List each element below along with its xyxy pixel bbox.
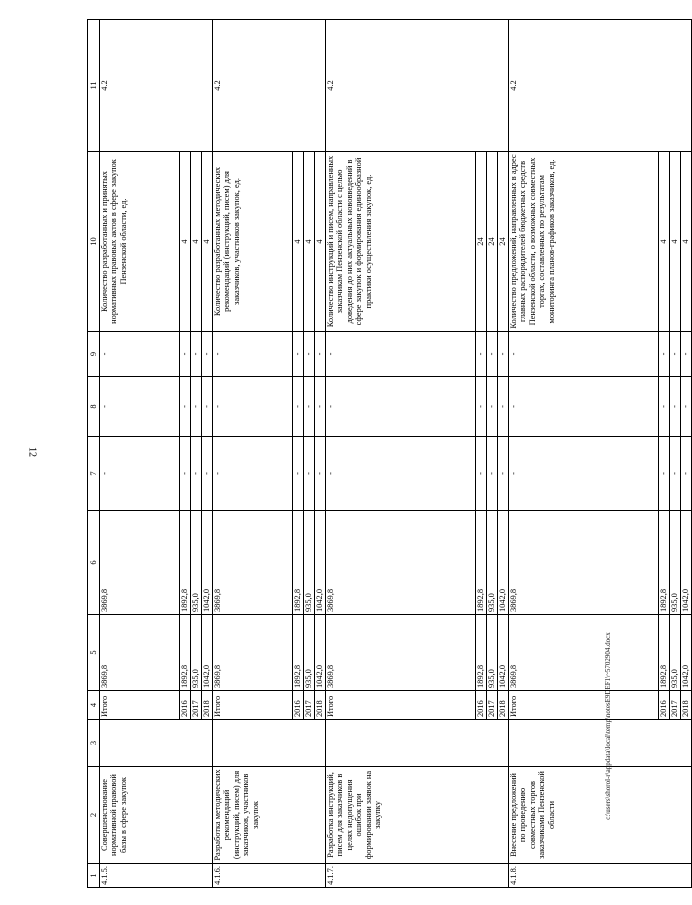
year-label: 2016 [659, 691, 670, 720]
dash-cell: - [670, 377, 681, 437]
dash-cell: - [659, 332, 670, 377]
dash-cell: - [487, 377, 498, 437]
dash-cell: - [180, 332, 191, 377]
itogo-label: Итого [509, 691, 659, 720]
year-value: 1892,8 [293, 615, 304, 691]
year-label: 2018 [315, 691, 326, 720]
dash-cell: - [304, 377, 315, 437]
dash-cell: - [509, 332, 659, 377]
year-label: 2018 [202, 691, 213, 720]
year-label: 2018 [681, 691, 692, 720]
dash-cell: - [498, 437, 509, 511]
dash-cell: - [659, 437, 670, 511]
column-number: 3 [88, 720, 100, 767]
dash-cell: - [326, 332, 476, 377]
row-code: 4.1.6. [213, 864, 326, 888]
dash-cell: - [180, 377, 191, 437]
section-ref: 4.2 [326, 20, 509, 152]
dash-cell: - [498, 377, 509, 437]
column-number: 5 [88, 615, 100, 691]
year-label: 2017 [487, 691, 498, 720]
column-number: 2 [88, 767, 100, 864]
dash-cell: - [100, 332, 180, 377]
itogo-label: Итого [326, 691, 476, 720]
indicator-value: 4 [293, 152, 304, 332]
dash-cell: - [498, 332, 509, 377]
indicator-text: Количество разработанных методических рекомендаций (инструкций, писем) для заказчиков, участников закупок, ед. [213, 152, 293, 332]
year-value: 935,0 [191, 615, 202, 691]
dash-cell: - [476, 332, 487, 377]
activity-name: Внесение предложений по проведению совместных торгов заказчиками Пензенской области [509, 767, 692, 864]
dash-cell: - [315, 332, 326, 377]
total-value-c6: 3869,8 [509, 511, 659, 615]
page-number: 12 [26, 447, 38, 457]
column-number: 8 [88, 377, 100, 437]
total-value-c6: 3869,8 [100, 511, 180, 615]
dash-cell: - [213, 332, 293, 377]
section-ref: 4.2 [100, 20, 213, 152]
column-number: 4 [88, 691, 100, 720]
dash-cell: - [293, 332, 304, 377]
dash-cell: - [509, 377, 659, 437]
activity-name: Разработка методических рекомендаций (инструкций, писем) для заказчиков, участников закупок [213, 767, 326, 864]
year-value-c6: 935,0 [487, 511, 498, 615]
indicator-value: 4 [670, 152, 681, 332]
column-number: 9 [88, 332, 100, 377]
indicator-value: 4 [659, 152, 670, 332]
column-number: 1 [88, 864, 100, 888]
indicator-value: 4 [315, 152, 326, 332]
column-number: 6 [88, 511, 100, 615]
itogo-label: Итого [213, 691, 293, 720]
itogo-label: Итого [100, 691, 180, 720]
section-ref: 4.2 [509, 20, 692, 152]
year-value-c6: 1042,0 [315, 511, 326, 615]
year-value-c6: 935,0 [670, 511, 681, 615]
dash-cell: - [326, 377, 476, 437]
year-value: 935,0 [304, 615, 315, 691]
dash-cell: - [213, 377, 293, 437]
dash-cell: - [326, 437, 476, 511]
dash-cell: - [293, 437, 304, 511]
row-code: 4.1.8. [509, 864, 692, 888]
year-value: 935,0 [670, 615, 681, 691]
program-table-body [88, 20, 692, 888]
year-value-c6: 1042,0 [202, 511, 213, 615]
dash-cell: - [304, 332, 315, 377]
indicator-value: 24 [476, 152, 487, 332]
program-row [213, 20, 293, 888]
empty-cell [326, 720, 509, 767]
year-label: 2018 [498, 691, 509, 720]
year-value-c6: 1892,8 [659, 511, 670, 615]
activity-name: Разработка инструкций, писем для заказчиков в целях недопущения ошибок при формировании заявок на закупку [326, 767, 509, 864]
dash-cell: - [476, 377, 487, 437]
year-value: 1042,0 [498, 615, 509, 691]
indicator-value: 4 [202, 152, 213, 332]
year-value: 935,0 [487, 615, 498, 691]
year-value-c6: 1892,8 [293, 511, 304, 615]
column-number: 11 [88, 20, 100, 152]
dash-cell: - [202, 332, 213, 377]
program-row [509, 20, 659, 888]
year-label: 2016 [180, 691, 191, 720]
total-value-c6: 3869,8 [326, 511, 476, 615]
dash-cell: - [100, 437, 180, 511]
dash-cell: - [202, 377, 213, 437]
dash-cell: - [304, 437, 315, 511]
total-value: 3869,8 [213, 615, 293, 691]
column-number: 7 [88, 437, 100, 511]
year-value: 1042,0 [315, 615, 326, 691]
indicator-value: 4 [304, 152, 315, 332]
indicator-value: 4 [180, 152, 191, 332]
year-value: 1892,8 [180, 615, 191, 691]
year-value: 1042,0 [681, 615, 692, 691]
year-label: 2016 [293, 691, 304, 720]
dash-cell: - [191, 377, 202, 437]
year-label: 2017 [304, 691, 315, 720]
dash-cell: - [202, 437, 213, 511]
year-value-c6: 1892,8 [476, 511, 487, 615]
year-value: 1892,8 [659, 615, 670, 691]
row-code: 4.1.7. [326, 864, 509, 888]
column-number: 10 [88, 152, 100, 332]
program-row [100, 20, 180, 888]
activity-name: Совершенствование нормативной правовой базы в сфере закупок [100, 767, 213, 864]
footer-file-path: c:\users\shorol-r\appdata\local\temp\notesE9DEF1\~5702904.docx [604, 632, 612, 820]
year-label: 2017 [670, 691, 681, 720]
program-table [87, 19, 692, 888]
dash-cell: - [315, 437, 326, 511]
indicator-text: Количество инструкций и писем, направленных заказчикам Пензенской области с целью доведения до них актуальных нововведений в сфере закупок и формирования единообразной практики осуществления закупок, ед. [326, 152, 476, 332]
year-value: 1892,8 [476, 615, 487, 691]
dash-cell: - [681, 377, 692, 437]
indicator-value: 24 [498, 152, 509, 332]
dash-cell: - [100, 377, 180, 437]
empty-cell [100, 720, 213, 767]
year-label: 2017 [191, 691, 202, 720]
dash-cell: - [487, 332, 498, 377]
dash-cell: - [293, 377, 304, 437]
indicator-value: 24 [487, 152, 498, 332]
program-row [326, 20, 476, 888]
empty-cell [213, 720, 326, 767]
dash-cell: - [476, 437, 487, 511]
column-number-row [88, 20, 100, 888]
year-value-c6: 1042,0 [498, 511, 509, 615]
dash-cell: - [670, 332, 681, 377]
dash-cell: - [180, 437, 191, 511]
indicator-value: 4 [681, 152, 692, 332]
total-value: 3869,8 [326, 615, 476, 691]
year-value: 1042,0 [202, 615, 213, 691]
section-ref: 4.2 [213, 20, 326, 152]
dash-cell: - [191, 332, 202, 377]
year-label: 2016 [476, 691, 487, 720]
dash-cell: - [681, 332, 692, 377]
dash-cell: - [681, 437, 692, 511]
dash-cell: - [670, 437, 681, 511]
year-value-c6: 1042,0 [681, 511, 692, 615]
dash-cell: - [509, 437, 659, 511]
dash-cell: - [191, 437, 202, 511]
indicator-value: 4 [191, 152, 202, 332]
dash-cell: - [659, 377, 670, 437]
indicator-text: Количество предложений, направленных в адрес главных распорядителей бюджетных средств Пензенской области, о возможных совместных торгах, составленных по результатам мониторинга планов-графиков заказчиков, ед. [509, 152, 659, 332]
dash-cell: - [213, 437, 293, 511]
row-code: 4.1.5. [100, 864, 213, 888]
year-value-c6: 935,0 [304, 511, 315, 615]
total-value-c6: 3869,8 [213, 511, 293, 615]
indicator-text: Количество разработанных и принятых нормативных правовых актов в сфере закупок Пензенской области, ед. [100, 152, 180, 332]
dash-cell: - [315, 377, 326, 437]
year-value-c6: 935,0 [191, 511, 202, 615]
dash-cell: - [487, 437, 498, 511]
total-value: 3869,8 [509, 615, 659, 691]
empty-cell [509, 720, 692, 767]
year-value-c6: 1892,8 [180, 511, 191, 615]
total-value: 3869,8 [100, 615, 180, 691]
